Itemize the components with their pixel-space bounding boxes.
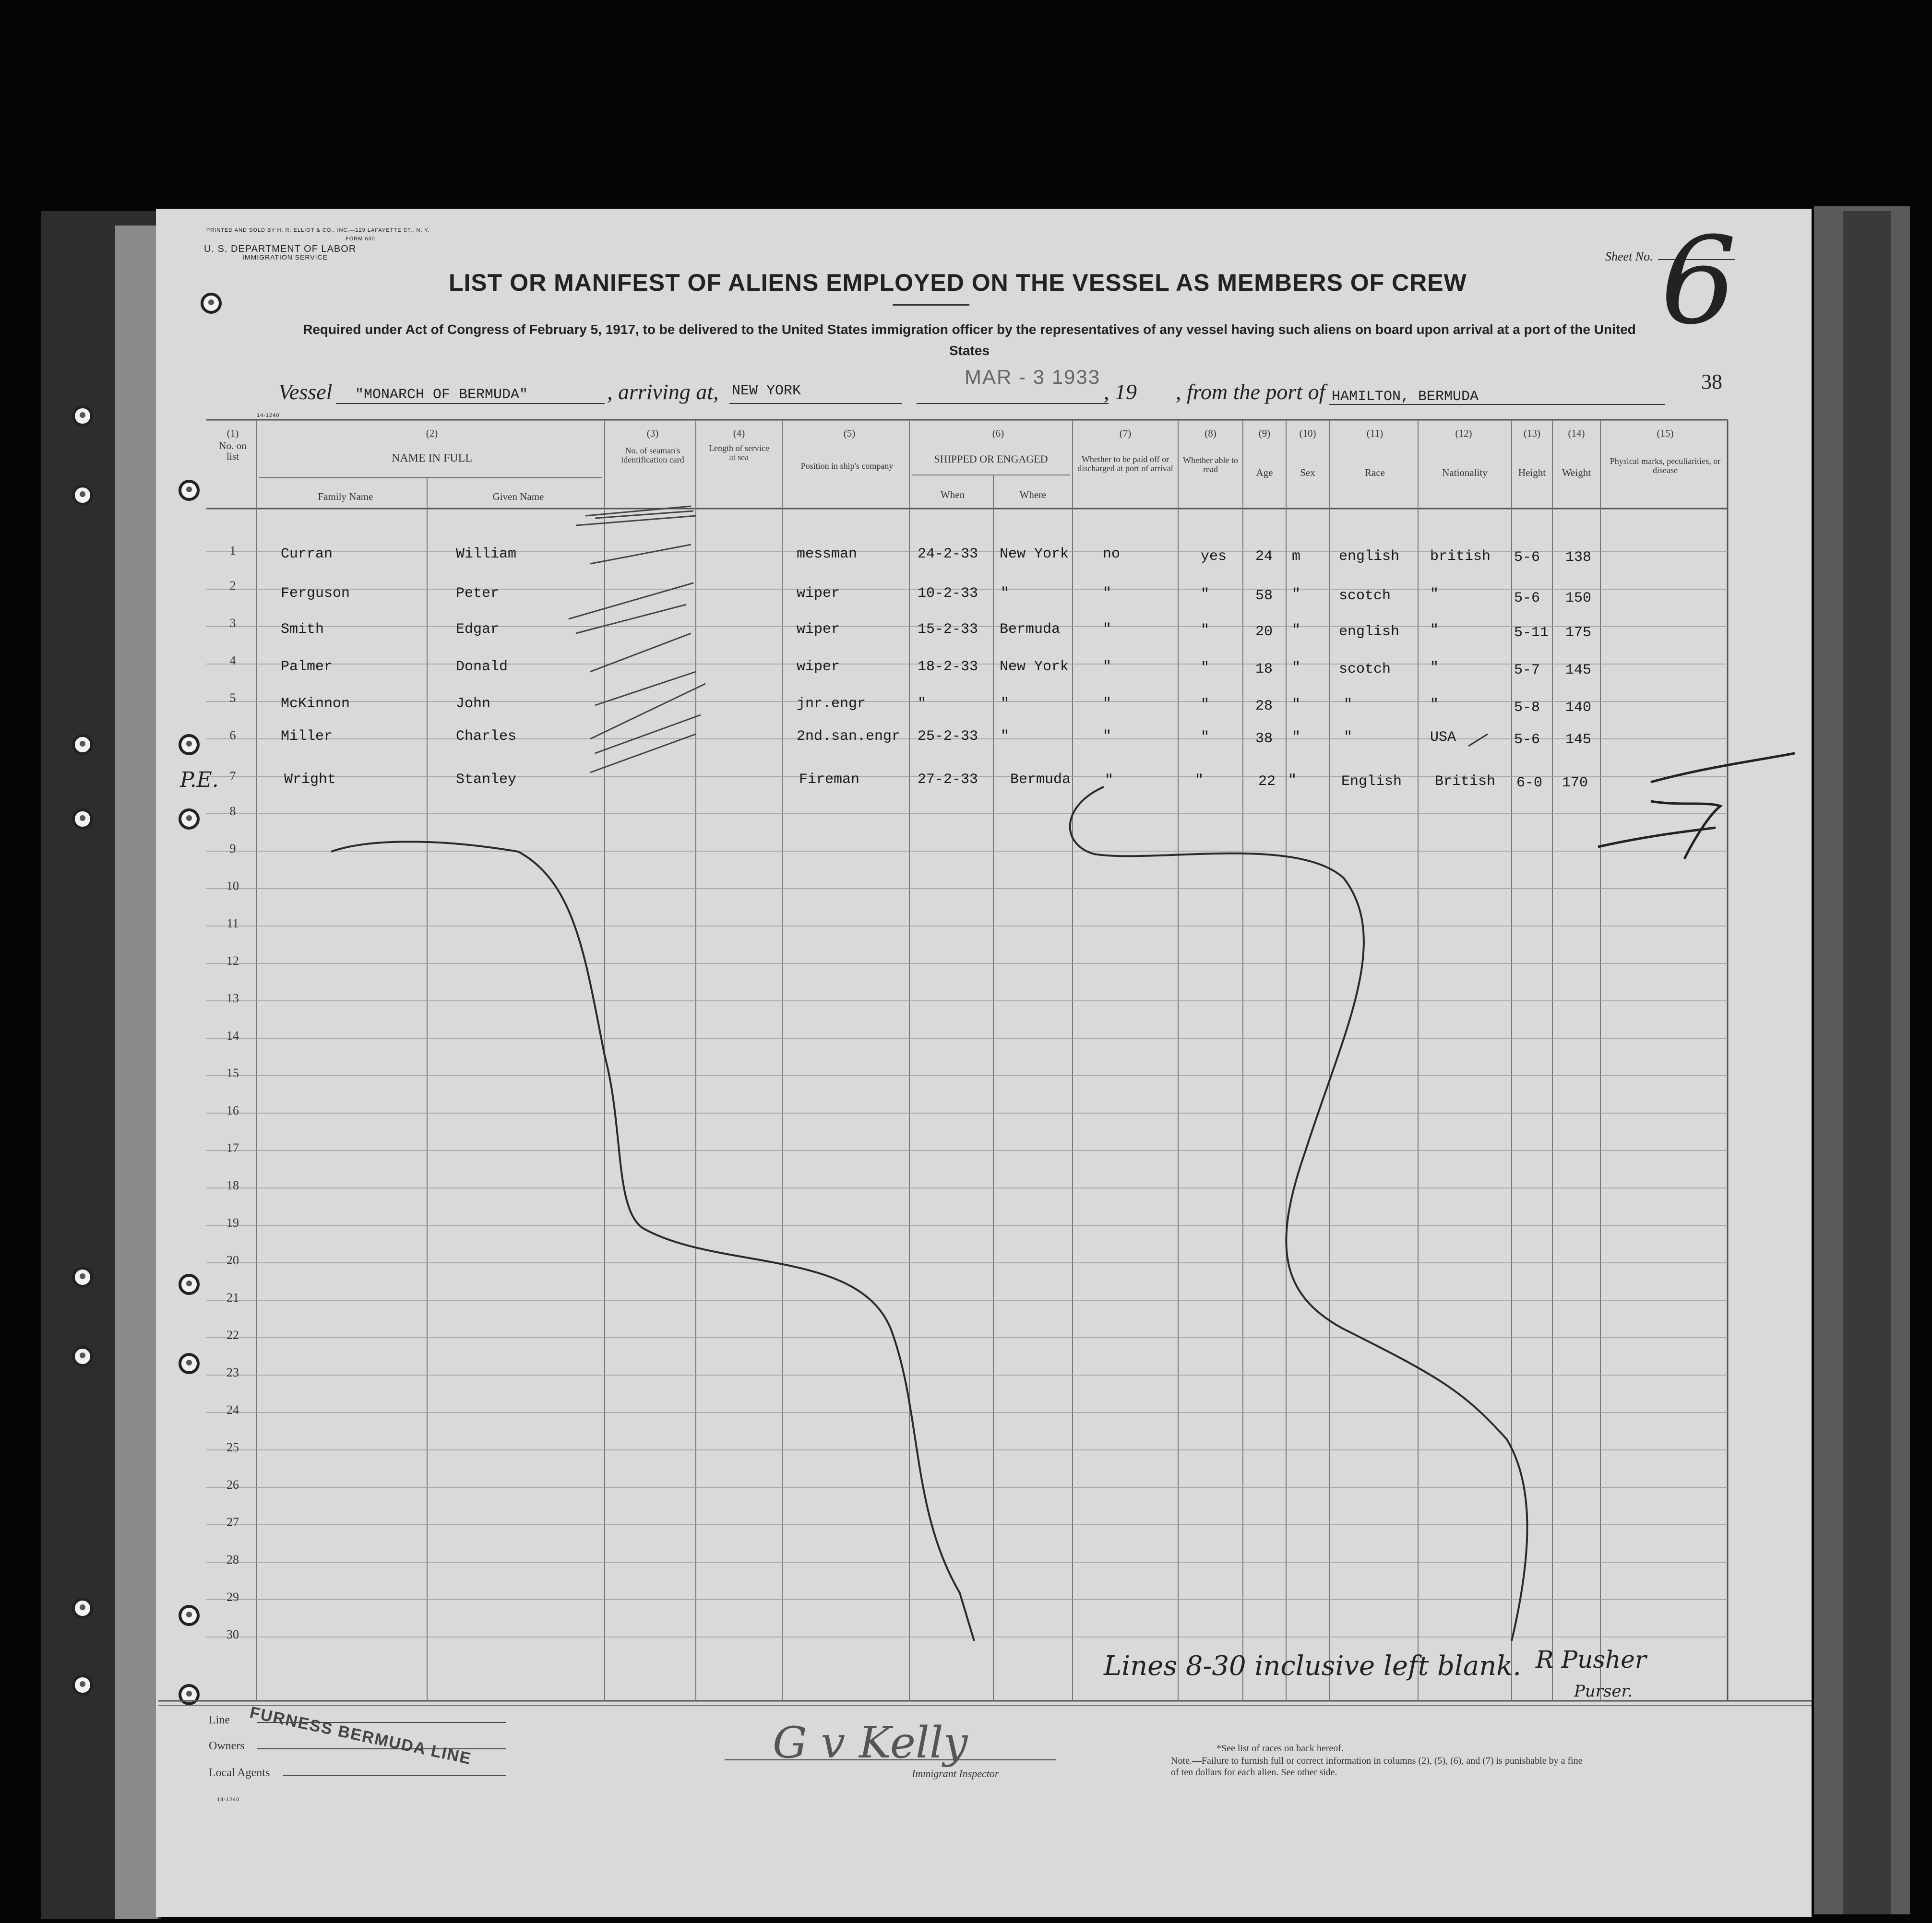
weight-cell: 138 bbox=[1565, 549, 1592, 566]
col9-number: (9) bbox=[1258, 427, 1271, 439]
row-number: 23 bbox=[227, 1365, 239, 1379]
race-cell: scotch bbox=[1339, 661, 1391, 677]
arriving-port: NEW YORK bbox=[732, 383, 801, 399]
race-cell: " bbox=[1344, 697, 1353, 713]
weight-cell: 150 bbox=[1565, 590, 1592, 606]
shipped-when-cell: " bbox=[918, 696, 927, 712]
able-to-read-cell: " bbox=[1201, 622, 1210, 639]
given-name-cell: Charles bbox=[456, 728, 517, 745]
col4-number: (4) bbox=[733, 427, 745, 439]
races-note: *See list of races on back hereof. bbox=[1216, 1743, 1344, 1754]
shipped-where-cell: " bbox=[1001, 696, 1010, 712]
sex-cell: " bbox=[1288, 772, 1297, 789]
paid-off-cell: " bbox=[1103, 621, 1112, 638]
col5-label: Position in ship's company bbox=[800, 461, 894, 471]
col3-label: No. of seaman's identification card bbox=[621, 446, 684, 464]
nationality-cell: british bbox=[1430, 548, 1491, 565]
shipped-when-cell: 15-2-33 bbox=[918, 621, 978, 638]
age-cell: 24 bbox=[1255, 548, 1273, 565]
sex-cell: " bbox=[1292, 697, 1301, 713]
family-name-cell: Ferguson bbox=[281, 585, 350, 602]
row-number: 12 bbox=[227, 954, 239, 968]
col6-label: SHIPPED OR ENGAGED bbox=[934, 453, 1048, 465]
age-cell: 58 bbox=[1255, 588, 1273, 604]
row-number: 17 bbox=[227, 1141, 239, 1155]
form-title: LIST OR MANIFEST OF ALIENS EMPLOYED ON THE VESSEL AS MEMBERS OF CREW bbox=[449, 269, 1467, 296]
row-number: 18 bbox=[227, 1178, 239, 1192]
printer-line: PRINTED AND SOLD BY H. R. ELLIOT & CO., INC.—129 LAFAYETTE ST., N. Y. bbox=[206, 227, 430, 233]
family-name-cell: Smith bbox=[281, 621, 324, 638]
sex-cell: m bbox=[1292, 548, 1301, 565]
race-cell: " bbox=[1344, 729, 1353, 746]
shipped-where-cell: Bermuda bbox=[1010, 772, 1071, 788]
vessel-name: "MONARCH OF BERMUDA" bbox=[355, 387, 528, 403]
nationality-cell: " bbox=[1430, 697, 1439, 713]
col15-label: Physical marks, peculiarities, or disease bbox=[1610, 456, 1721, 475]
sheet-number: 6 bbox=[1660, 211, 1737, 351]
height-cell: 6-0 bbox=[1516, 775, 1543, 791]
row-number: 10 bbox=[227, 879, 239, 893]
row-number: 2 bbox=[229, 579, 236, 593]
blank-lines-note: Lines 8-30 inclusive left blank. bbox=[1104, 1650, 1522, 1682]
shipped-where-cell: " bbox=[1001, 585, 1010, 602]
row-number: 25 bbox=[227, 1440, 239, 1454]
shipped-when-cell: 24-2-33 bbox=[918, 546, 978, 562]
arriving-label: , arriving at, bbox=[607, 380, 719, 404]
able-to-read-cell: " bbox=[1201, 586, 1210, 603]
family-name-cell: Wright bbox=[284, 772, 336, 788]
col10-number: (10) bbox=[1299, 427, 1316, 439]
paid-off-cell: " bbox=[1103, 728, 1112, 745]
height-cell: 5-6 bbox=[1514, 732, 1540, 748]
weight-cell: 140 bbox=[1565, 700, 1592, 716]
height-cell: 5-11 bbox=[1514, 625, 1549, 641]
row-number: 28 bbox=[227, 1553, 239, 1567]
height-cell: 5-6 bbox=[1514, 549, 1540, 566]
race-cell: english bbox=[1339, 548, 1400, 565]
year-label: , 19 bbox=[1104, 380, 1137, 404]
family-name-cell: McKinnon bbox=[281, 696, 350, 712]
shipped-where-cell: Bermuda bbox=[1000, 621, 1061, 638]
given-name-cell: John bbox=[456, 696, 491, 712]
row-number: 4 bbox=[229, 653, 236, 667]
shipped-where-cell: New York bbox=[1000, 546, 1069, 562]
col12-label: Nationality bbox=[1442, 467, 1488, 478]
row-number: 29 bbox=[227, 1590, 239, 1604]
nationality-cell: " bbox=[1430, 622, 1439, 639]
service-name: IMMIGRATION SERVICE bbox=[242, 253, 328, 261]
paid-off-cell: " bbox=[1105, 772, 1114, 789]
row-number: 16 bbox=[227, 1104, 239, 1117]
row-number: 26 bbox=[227, 1478, 239, 1492]
purser-signature: R Pusher bbox=[1536, 1646, 1646, 1674]
able-to-read-cell: " bbox=[1201, 697, 1210, 713]
pe-mark: P.E. bbox=[180, 768, 219, 792]
nationality-cell: USA bbox=[1430, 729, 1456, 746]
sheet-number-label: Sheet No. bbox=[1605, 249, 1653, 263]
col11-number: (11) bbox=[1366, 427, 1383, 439]
row-number: 24 bbox=[227, 1403, 239, 1417]
row-number: 5 bbox=[229, 691, 236, 705]
paid-off-cell: " bbox=[1103, 659, 1112, 675]
position-cell: wiper bbox=[797, 585, 840, 602]
col7-label: Whether to be paid off or discharged at port of arrival bbox=[1077, 454, 1173, 473]
col2-given-label: Given Name bbox=[492, 491, 544, 502]
position-cell: wiper bbox=[797, 659, 840, 675]
inspector-signature: G v Kelly bbox=[773, 1718, 968, 1768]
row-number: 20 bbox=[227, 1253, 239, 1267]
family-name-cell: Curran bbox=[281, 546, 333, 562]
row-number: 21 bbox=[227, 1291, 239, 1305]
shipped-when-cell: 18-2-33 bbox=[918, 659, 978, 675]
shipped-where-cell: " bbox=[1001, 728, 1010, 745]
from-port: HAMILTON, BERMUDA bbox=[1332, 389, 1479, 405]
col7-number: (7) bbox=[1119, 427, 1132, 439]
nationality-cell: " bbox=[1430, 660, 1439, 676]
race-cell: scotch bbox=[1339, 588, 1391, 604]
weight-cell: 175 bbox=[1565, 625, 1592, 641]
form-subtitle: Required under Act of Congress of February 5, 1917, to be delivered to the United States immigration officer by the representatives of any vessel having such aliens on board upon arrival at a port of the United States bbox=[303, 322, 1636, 358]
tally-stroke bbox=[1598, 753, 1795, 859]
age-cell: 18 bbox=[1255, 661, 1273, 677]
penalty-note: Note.—Failure to furnish full or correct information in columns (2), (5), (6), and (7) is punishable by a fine of ten dollars for each alien. See other side. bbox=[1171, 1756, 1583, 1778]
family-name-cell: Palmer bbox=[281, 659, 333, 675]
col6-when-label: When bbox=[940, 489, 965, 500]
row-number: 3 bbox=[229, 616, 236, 630]
col9-label: Age bbox=[1256, 467, 1273, 478]
sex-cell: " bbox=[1292, 586, 1301, 603]
col1-number: (1) bbox=[227, 427, 239, 439]
weight-cell: 145 bbox=[1565, 662, 1592, 678]
race-cell: English bbox=[1341, 773, 1402, 790]
row-number: 6 bbox=[229, 728, 236, 742]
purser-title: Purser. bbox=[1574, 1682, 1633, 1701]
col10-label: Sex bbox=[1300, 467, 1315, 478]
col5-number: (5) bbox=[843, 427, 856, 439]
line-label: Line bbox=[209, 1714, 230, 1726]
nationality-cell: " bbox=[1430, 586, 1439, 603]
col6-number: (6) bbox=[992, 427, 1004, 439]
col8-number: (8) bbox=[1205, 427, 1216, 439]
nationality-tick bbox=[1468, 734, 1488, 746]
shipped-when-cell: 10-2-33 bbox=[918, 585, 978, 602]
owners-label: Owners bbox=[209, 1740, 245, 1752]
col14-label: Weight bbox=[1562, 467, 1591, 478]
position-cell: Fireman bbox=[799, 772, 860, 788]
shipped-where-cell: New York bbox=[1000, 659, 1069, 675]
weight-cell: 145 bbox=[1565, 732, 1592, 748]
sex-cell: " bbox=[1292, 660, 1301, 676]
position-cell: 2nd.san.engr bbox=[797, 728, 901, 745]
col2-family-label: Family Name bbox=[318, 491, 373, 502]
sex-cell: " bbox=[1292, 729, 1301, 746]
given-name-cell: Edgar bbox=[456, 621, 500, 638]
given-name-cell: Donald bbox=[456, 659, 508, 675]
family-name-cell: Miller bbox=[281, 728, 333, 745]
given-name-cell: Stanley bbox=[456, 772, 517, 788]
blank-lines-cancel-stroke bbox=[331, 787, 1527, 1641]
able-to-read-cell: " bbox=[1201, 660, 1210, 676]
id-card-check-strokes bbox=[569, 506, 705, 772]
row-number: 13 bbox=[227, 991, 239, 1005]
row-number: 7 bbox=[229, 769, 236, 783]
col2-number: (2) bbox=[426, 427, 438, 439]
form-number: FORM 630 bbox=[346, 236, 375, 242]
shipped-when-cell: 25-2-33 bbox=[918, 728, 978, 745]
row-number: 1 bbox=[229, 544, 236, 558]
given-name-cell: William bbox=[456, 546, 517, 562]
department-name: U. S. DEPARTMENT OF LABOR bbox=[204, 244, 357, 254]
able-to-read-cell: " bbox=[1201, 729, 1210, 746]
col15-number: (15) bbox=[1657, 427, 1674, 439]
given-name-cell: Peter bbox=[456, 585, 500, 602]
col12-number: (12) bbox=[1455, 427, 1472, 439]
col11-label: Race bbox=[1365, 467, 1385, 478]
line-stamp: FURNESS BERMUDA LINE bbox=[248, 1703, 474, 1769]
col4-label: Length of service at sea bbox=[709, 443, 769, 462]
shipped-when-cell: 27-2-33 bbox=[918, 772, 978, 788]
position-cell: messman bbox=[797, 546, 858, 562]
footer-form-code: 14-1240 bbox=[217, 1797, 240, 1803]
from-port-label: , from the port of bbox=[1176, 380, 1325, 404]
paid-off-cell: no bbox=[1103, 546, 1121, 562]
col6-where-label: Where bbox=[1019, 489, 1047, 500]
row-number: 8 bbox=[229, 804, 236, 818]
row-number: 22 bbox=[227, 1328, 239, 1342]
height-cell: 5-7 bbox=[1514, 662, 1540, 678]
paid-off-cell: " bbox=[1103, 585, 1112, 602]
row-number: 19 bbox=[227, 1216, 239, 1230]
position-cell: wiper bbox=[797, 621, 840, 638]
col14-number: (14) bbox=[1568, 427, 1585, 439]
row-number: 14 bbox=[227, 1029, 239, 1043]
col13-number: (13) bbox=[1524, 427, 1540, 439]
age-cell: 20 bbox=[1255, 624, 1273, 640]
form-code: 14-1240 bbox=[257, 413, 280, 418]
vessel-label: Vessel bbox=[278, 380, 333, 404]
col2-label: NAME IN FULL bbox=[392, 452, 472, 464]
sex-cell: " bbox=[1292, 622, 1301, 639]
col8-label: Whether able to read bbox=[1183, 455, 1238, 474]
col3-number: (3) bbox=[646, 427, 659, 439]
local-agents-label: Local Agents bbox=[209, 1767, 270, 1779]
row-number: 11 bbox=[227, 916, 239, 930]
row-number: 30 bbox=[227, 1627, 239, 1641]
inspector-label: Immigrant Inspector bbox=[912, 1768, 999, 1780]
able-to-read-cell: " bbox=[1195, 772, 1204, 789]
row-number: 27 bbox=[227, 1515, 239, 1529]
height-cell: 5-8 bbox=[1514, 700, 1540, 716]
age-cell: 22 bbox=[1258, 773, 1276, 790]
position-cell: jnr.engr bbox=[797, 696, 866, 712]
row-number: 9 bbox=[229, 842, 236, 855]
col13-label: Height bbox=[1518, 467, 1546, 478]
col1-label: No. on list bbox=[219, 440, 247, 462]
weight-cell: 170 bbox=[1562, 775, 1588, 791]
page-number: 38 bbox=[1701, 370, 1722, 393]
row-number: 15 bbox=[227, 1066, 239, 1080]
able-to-read-cell: yes bbox=[1201, 548, 1227, 565]
nationality-cell: British bbox=[1435, 773, 1496, 790]
arrival-date-stamp: MAR - 3 1933 bbox=[965, 366, 1101, 388]
paid-off-cell: " bbox=[1103, 696, 1112, 712]
age-cell: 38 bbox=[1255, 731, 1273, 747]
height-cell: 5-6 bbox=[1514, 590, 1540, 606]
age-cell: 28 bbox=[1255, 698, 1273, 714]
race-cell: english bbox=[1339, 624, 1400, 640]
